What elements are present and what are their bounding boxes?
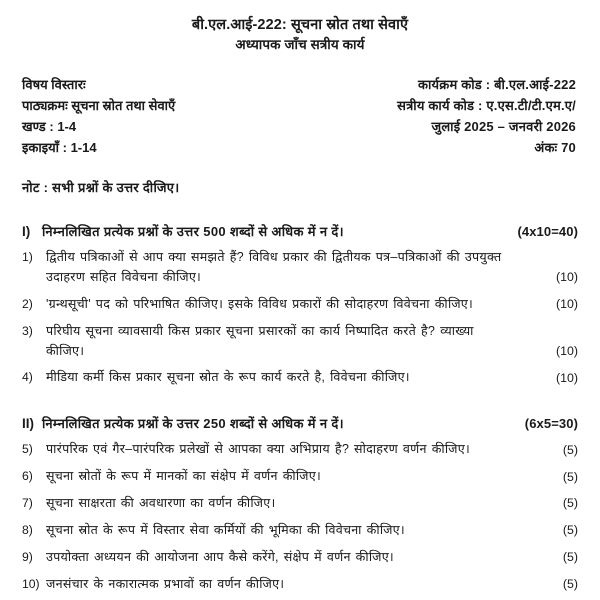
meta-block-range: खण्ड : 1-4 (22, 118, 77, 134)
question-item (22, 295, 578, 315)
question-item (22, 467, 578, 487)
question-item (22, 440, 578, 460)
question-text: 'ग्रन्थसूची' पद को परिभाषित कीजिए। इसके विविध प्रकारों की सोदाहरण विवेचना कीजिए। (46, 296, 474, 311)
question-number: 3) (22, 323, 33, 338)
metadata-block (22, 74, 578, 158)
question-marks: (5) (562, 469, 578, 484)
section-text-1: निम्नलिखित प्रत्येक प्रश्नों के उत्तर 500 शब्दों से अधिक में न दें। (42, 223, 344, 239)
question-text: सूचना साक्षरता की अवधारणा का वर्णन कीजिए। (46, 496, 276, 511)
question-marks: (10) (555, 297, 578, 312)
question-marks: (10) (555, 343, 578, 358)
question-number: 5) (22, 442, 33, 457)
meta-subject-scope: विषय विस्तारः (22, 76, 86, 92)
section-marks-1: (4x10=40) (517, 223, 578, 239)
page-subtitle: अध्यापक जाँच सत्रीय कार्य (235, 36, 365, 52)
metadata-right-column (397, 74, 578, 158)
meta-programme-code: कार्यक्रम कोड : बी.एल.आई-222 (417, 76, 576, 92)
question-text: द्वितीय पत्रिकाओं से आप क्या समझते हैं? विविध प्रकार की द्वितीयक पत्र–पत्रिकाओं की उपयुक्त उदाहरण सहित विवेचना कीजिए। (46, 249, 502, 284)
metadata-left-column (22, 74, 175, 158)
question-marks: (5) (562, 550, 578, 565)
question-text: सूचना स्रोतों के रूप में मानकों का संक्षेप में वर्णन कीजिए। (46, 469, 321, 484)
question-text: जनसंचार के नकारात्मक प्रभावों का वर्णन कीजिए। (46, 576, 285, 591)
section-text-2: निम्नलिखित प्रत्येक प्रश्नों के उत्तर 250 शब्दों से अधिक में न दें। (42, 416, 344, 432)
question-number: 10) (22, 576, 40, 591)
meta-assignment-code: सत्रीय कार्य कोड : ए.एस.टी/टी.एम.ए/ (397, 97, 576, 113)
question-marks: (5) (562, 442, 578, 457)
question-text: सूचना स्रोत के रूप में विस्तार सेवा कर्मियों की भूमिका की विवेचना कीजिए। (46, 522, 405, 537)
question-item (22, 322, 578, 362)
meta-units-range: इकाइयाँ : 1-14 (22, 139, 97, 155)
question-text: मीडिया कर्मी किस प्रकार सूचना स्रोत के रूप कार्य करते है, विवेचना कीजिए। (46, 370, 410, 385)
section-number-1: I) (22, 223, 31, 239)
section-marks-2: (6x5=30) (524, 416, 578, 432)
section-heading-1 (22, 222, 578, 240)
question-marks: (5) (562, 496, 578, 511)
question-marks: (10) (555, 270, 578, 285)
question-number: 7) (22, 496, 33, 511)
question-item (22, 368, 578, 388)
question-list-section-1 (22, 248, 578, 388)
question-text: उपयोक्ता अध्ययन की आयोजना आप कैसे करेंगे, संक्षेप में वर्णन कीजिए। (46, 549, 394, 564)
question-number: 9) (22, 549, 33, 564)
question-marks: (5) (562, 523, 578, 538)
question-marks: (5) (562, 577, 578, 592)
question-item (22, 548, 578, 568)
section-heading-2 (22, 414, 578, 432)
question-item (22, 575, 578, 595)
question-number: 6) (22, 469, 33, 484)
question-marks: (10) (555, 370, 578, 385)
question-item (22, 521, 578, 541)
question-number: 8) (22, 522, 33, 537)
meta-course: पाठ्यक्रमः सूचना स्रोत तथा सेवाएँ (22, 97, 176, 113)
instruction-note: नोट : सभी प्रश्नों के उत्तर दीजिए। (22, 179, 180, 195)
question-number: 4) (22, 370, 33, 385)
page-title: बी.एल.आई-222: सूचना स्रोत तथा सेवाएँ (191, 17, 409, 33)
meta-session-period: जुलाई 2025 – जनवरी 2026 (431, 118, 576, 134)
section-number-2: II) (22, 416, 34, 432)
question-number: 1) (22, 249, 33, 264)
meta-total-marks: अंकः 70 (534, 139, 576, 155)
question-number: 2) (22, 296, 33, 311)
question-item (22, 248, 578, 288)
question-text: पारंपरिक एवं गैर–पारंपरिक प्रलेखों से आपका क्या अभिप्राय है? सोदाहरण वर्णन कीजिए। (46, 442, 471, 457)
question-item (22, 494, 578, 514)
document-title-block (22, 12, 578, 54)
question-text: परिघीय सूचना व्यावसायी किस प्रकार सूचना प्रसारकों का कार्य निष्पादित करते है? व्याख्या कीजिए। (46, 323, 474, 358)
question-list-section-2 (22, 440, 578, 594)
